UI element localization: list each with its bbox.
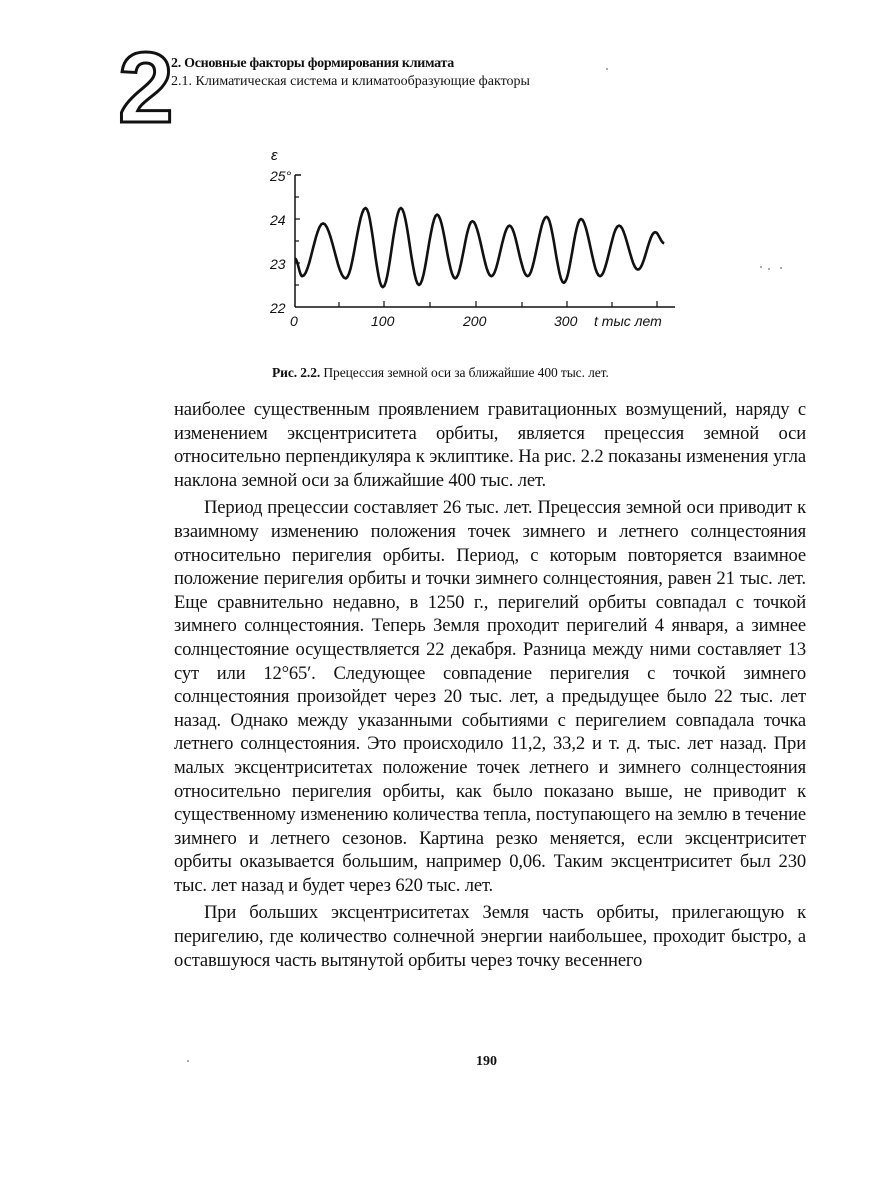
precession-chart <box>260 140 690 340</box>
caption-text: Прецессия земной оси за ближайшие 400 тыс. лет. <box>323 365 609 380</box>
y-tick-25: 25° <box>270 168 292 184</box>
caption-label: Рис. 2.2. <box>272 365 321 380</box>
chapter-title: 2. Основные факторы формирования климата <box>171 56 454 71</box>
scan-speck <box>187 1060 189 1062</box>
paragraph-3: При больших эксцентриситетах Земля часть орбиты, прилегающую к перигелию, где количество солнечной энергии наибольшее, проходит быстро, а оставшуюся часть вытянутой орбиты через точку весеннего <box>174 902 806 971</box>
paragraph-2: Период прецессии составляет 26 тыс. лет. Прецессия земной оси приводит к взаимному изменению положения точек зимнего и летнего солнцестояния относительно перигелия орбиты. Период, с которым повторяется взаимное положение перигелия орбиты и точки зимнего солнцестояния, равен 21 тыс. лет. Еще сравнительно недавно, в 1250 г., перигелий орбиты совпадал с точкой зимнего солнцестояния. Теперь Земля проходит перигелий 4 января, а зимнее солнцестояние осуществляется 22 декабря. Разница между ними составляет 13 сут или 12°65′. Следующее совпадение перигелия с точкой зимнего солнцестояния произойдет через 20 тыс. лет, а предыдущее было 22 тыс. лет назад. Однако между указанными событиями с перигелием совпадала точка летнего солнцестояния. Это происходило 11,2, 33,2 и т. д. тыс. лет назад. При малых эксцентриситетах положение точек летнего и зимнего солнцестояния относительно перигелия орбиты, как было показано выше, не приводит к существенному изменению количества тепла, поступающего на землю в течение зимнего и летнего сезонов. Картина резко меняется, если эксцентриситет орбиты оказывается большим, например 0,06. Таким эксцентриситет был 230 тыс. лет назад и будет через 620 тыс. лет. <box>174 497 806 896</box>
y-tick-22: 22 <box>270 300 286 316</box>
scan-speck <box>780 267 782 269</box>
x-axis-label: t тыс лет <box>594 313 662 329</box>
x-axis <box>290 301 675 329</box>
scan-speck <box>760 266 762 268</box>
scan-speck <box>768 268 770 270</box>
y-axis <box>269 147 301 316</box>
y-tick-24: 24 <box>270 212 286 228</box>
x-tick-100: 100 <box>371 313 395 329</box>
paragraph-1: наиболее существенным проявлением гравитационных возмущений, наряду с изменением эксцентриситета орбиты, является прецессия земной оси относительно перпендикуляра к эклиптике. На рис. 2.2 показаны изменения угла наклона земной оси за ближайшие 400 тыс. лет. <box>174 399 806 491</box>
page-number: 190 <box>476 1054 497 1069</box>
body-text <box>174 398 806 972</box>
section-title: 2.1. Климатическая система и климатообразующие факторы <box>171 74 530 89</box>
y-tick-23: 23 <box>270 256 286 272</box>
x-tick-0: 0 <box>290 313 298 329</box>
figure-caption <box>272 365 609 381</box>
precession-curve <box>295 208 664 287</box>
x-tick-300: 300 <box>554 313 578 329</box>
chapter-number-badge: 2 <box>118 32 172 144</box>
y-axis-label: ε <box>271 147 278 164</box>
x-tick-200: 200 <box>463 313 487 329</box>
scan-speck <box>606 68 608 70</box>
